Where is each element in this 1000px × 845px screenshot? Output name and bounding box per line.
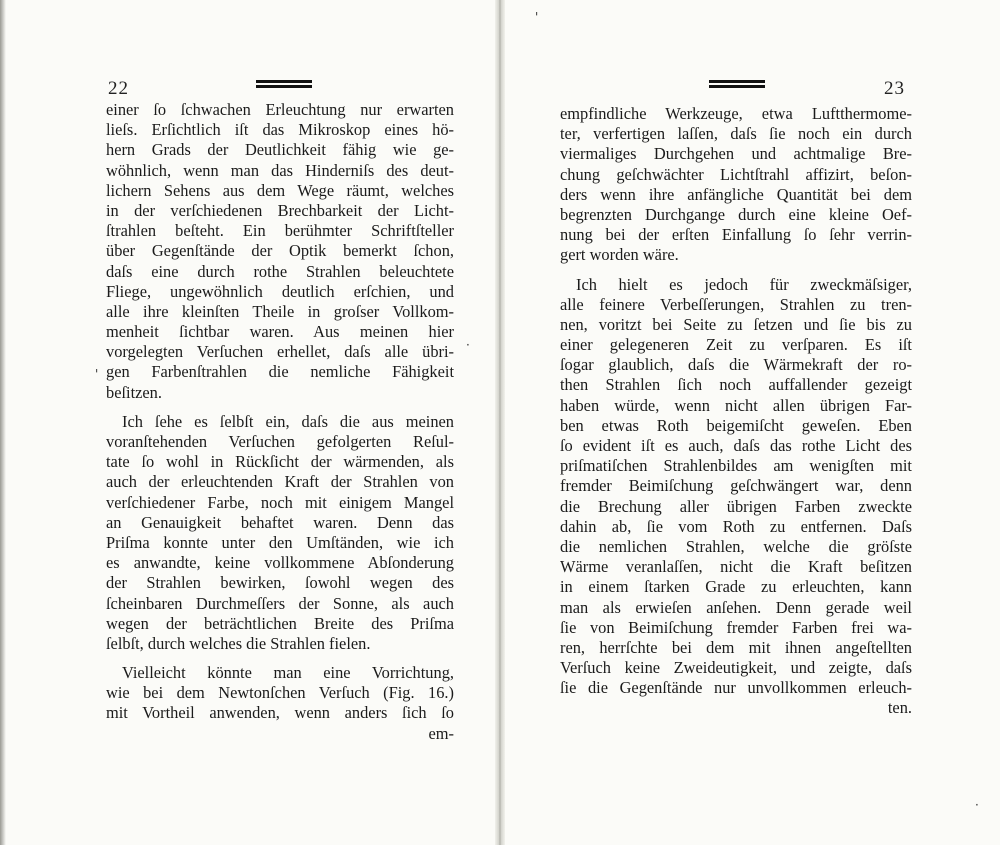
text-line: dahin ab, ſie vom Roth zu entfernen. Daſs xyxy=(560,516,912,536)
text-line: priſmatiſchen Strahlenbildes am wenigſten mit xyxy=(560,456,912,476)
text-line: es anwandte, keine vollkommene Abſonderung xyxy=(106,553,454,573)
text-line: voranſtehenden Verſuchen gefolgerten Reſul- xyxy=(106,432,454,451)
text-line: gen Farbenſtrahlen die nemliche Fähigkeit xyxy=(106,362,454,382)
text-line: Verſuch keine Zweideutigkeit, und zeigte, daſs xyxy=(560,658,912,678)
text-line: ſie von Beimiſchung fremder Farben frei wa- xyxy=(560,617,912,637)
text-line: mit Vortheil anwenden, wenn anders ſich ſo xyxy=(106,703,454,723)
header-rule xyxy=(256,80,312,94)
text-line: einer ſo ſchwachen Erleuchtung nur erwarten xyxy=(106,100,454,119)
text-line: ders wenn ihre anfängliche Quantität bei dem xyxy=(560,184,912,204)
text-line: menheit ſichtbar waren. Aus meinen hier xyxy=(106,322,454,342)
text-line: ten. xyxy=(887,698,912,718)
text-line: in einem ſtarken Grade zu erleuchten, kann xyxy=(560,577,912,597)
text-line: Fliege, ungewöhnlich deutlich erſchien, und xyxy=(106,281,454,301)
text-line: ſogar glaublich, daſs die Wärmekraft der ro- xyxy=(560,355,912,375)
text-line: wie bei dem Newtonſchen Verſuch (Fig. 16.) xyxy=(106,683,454,703)
text-line: in der verſchiedenen Brechbarkeit der Licht- xyxy=(106,200,454,220)
text-line: ſo evident iſt es auch, daſs das rothe Licht des xyxy=(560,436,912,455)
text-line: lieſs. Erſichtlich iſt das Mikroskop eines hö- xyxy=(106,120,454,140)
page-body-text xyxy=(560,104,912,719)
page-number: 23 xyxy=(884,78,905,99)
text-line: über Gegenſtände der Optik bemerkt ſchon, xyxy=(106,241,454,261)
text-line: Ich hielt es jedoch für zweckmäſsiger, xyxy=(576,274,912,294)
right-page xyxy=(502,0,1000,845)
text-line: em- xyxy=(428,723,454,743)
ink-speck: · xyxy=(975,798,979,812)
text-line: hern Grads der Deutlichkeit fähig wie ge- xyxy=(106,140,454,160)
text-line: nen, voritzt bei Seite zu ſetzen und ſie bis zu xyxy=(560,314,912,334)
text-line: alle ihre kleinſten Theile in groſser Vollkom- xyxy=(106,301,454,321)
text-line: empfindliche Werkzeuge, etwa Luftthermome- xyxy=(560,104,912,123)
text-line: then Strahlen ſich noch auffallender gezeigt xyxy=(560,375,912,395)
ink-speck: ' xyxy=(535,10,539,24)
text-line: begrenzten Durchgange durch eine kleine Oef- xyxy=(560,204,912,224)
text-line: ren, herrſchte bei dem mit ihnen angeſtellten xyxy=(560,637,912,657)
text-line: ſelbſt, durch welches die Strahlen fielen. xyxy=(106,633,371,653)
text-line: Ich ſehe es ſelbſt ein, daſs die aus meinen xyxy=(122,411,454,431)
page-body-text xyxy=(106,100,454,744)
text-line: haben würde, wenn nicht allen übrigen Far- xyxy=(560,395,912,415)
text-line: ſtrahlen beſteht. Ein berühmter Schriftſteller xyxy=(106,221,454,241)
text-line: ben etwas Roth beigemiſcht geweſen. Eben xyxy=(560,415,912,435)
text-line: ſie die Gegenſtände nur unvollkommen erleuch- xyxy=(560,678,912,698)
left-page xyxy=(0,0,498,845)
text-line: man als erwieſen anſehen. Denn gerade weil xyxy=(560,597,912,617)
text-line: viermaliges Durchgehen und achtmalige Bre- xyxy=(560,144,912,164)
text-line: wegen der beträchtlichen Breite des Priſma xyxy=(106,613,454,633)
text-line: die Brechung aller übrigen Farben zweckte xyxy=(560,496,912,516)
text-line: nung bei der erſten Einfallung ſo ſehr verrin- xyxy=(560,225,912,245)
text-line: wöhnlich, wenn man das Hinderniſs des deut- xyxy=(106,160,454,180)
text-line: gert worden wäre. xyxy=(560,245,679,265)
text-line: Wärme veranlaſſen, nicht die Kraft beſitzen xyxy=(560,557,912,577)
text-line: Priſma konnte unter den Umſtänden, wie ich xyxy=(106,532,454,552)
text-line: vorgelegten Verſuchen erhellet, daſs alle übri- xyxy=(106,342,454,362)
text-line: chung geſchwächter Lichtſtrahl affizirt, beſon- xyxy=(560,164,912,184)
ink-speck: · xyxy=(466,338,470,352)
text-line: beſitzen. xyxy=(106,382,162,402)
text-line: an Genauigkeit behaftet waren. Denn das xyxy=(106,512,454,532)
text-line: daſs eine durch rothe Strahlen beleuchtete xyxy=(106,261,454,281)
text-line: der Strahlen bewirken, ſowohl wegen des xyxy=(106,573,454,593)
ink-speck: ' xyxy=(95,367,99,381)
text-line: lichern Sehens aus dem Wege räumt, welches xyxy=(106,180,454,200)
header-rule xyxy=(709,80,765,94)
page-number: 22 xyxy=(108,78,129,99)
text-line: ter, verfertigen laſſen, daſs ſie noch ein durch xyxy=(560,124,912,144)
text-line: auch der erleuchtenden Kraft der Strahlen von xyxy=(106,472,454,492)
text-line: ſcheinbaren Durchmeſſers der Sonne, als auch xyxy=(106,593,454,613)
text-line: einer gelegeneren Zeit zu verſparen. Es iſt xyxy=(560,335,912,355)
text-line: alle feinere Verbeſſerungen, Strahlen zu tren- xyxy=(560,294,912,314)
text-line: tate ſo wohl in Rückſicht der wärmenden, als xyxy=(106,452,454,472)
text-line: Vielleicht könnte man eine Vorrichtung, xyxy=(122,663,454,683)
text-line: fremder Beimiſchung geſchwängert war, denn xyxy=(560,476,912,496)
text-line: die nemlichen Strahlen, welche die gröſste xyxy=(560,536,912,556)
text-line: verſchiedener Farbe, noch mit einigem Mangel xyxy=(106,492,454,512)
